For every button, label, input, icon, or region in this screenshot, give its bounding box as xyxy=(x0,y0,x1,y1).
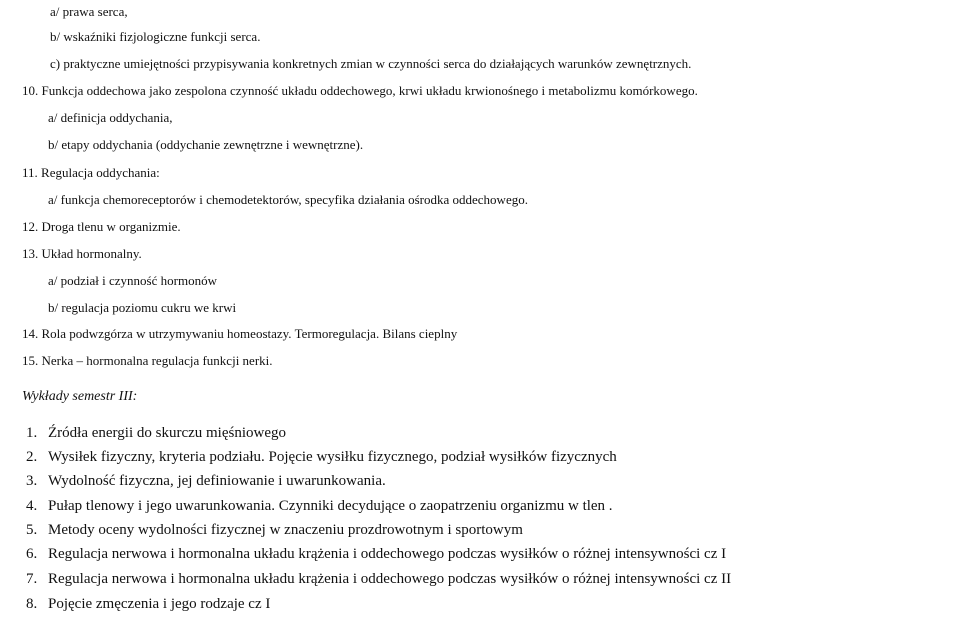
text-line-prawa-serca: a/ prawa serca, xyxy=(50,4,128,19)
text-line-definicja: a/ definicja oddychania, xyxy=(48,110,173,125)
lecture-item xyxy=(26,474,386,489)
lecture-number: 7. xyxy=(26,571,38,587)
text-line-item-13: 13. Układ hormonalny. xyxy=(22,246,142,261)
text-line-item-15: 15. Nerka – hormonalna regulacja funkcji nerki. xyxy=(22,353,273,368)
lecture-text: Wysiłek fizyczny, kryteria podziału. Pojęcie wysiłku fizycznego, podział wysiłków fizycznych xyxy=(48,449,617,465)
lecture-text: Wydolność fizyczna, jej definiowanie i uwarunkowania. xyxy=(48,473,386,489)
lecture-number: 3. xyxy=(26,473,38,489)
text-line-podzial-hormonow: a/ podział i czynność hormonów xyxy=(48,273,217,288)
lecture-text: Pojęcie zmęczenia i jego rodzaje cz I xyxy=(48,596,271,612)
lecture-text: Metody oceny wydolności fizycznej w znaczeniu prozdrowotnym i sportowym xyxy=(48,522,523,538)
lecture-item xyxy=(26,597,270,612)
lecture-item xyxy=(26,450,617,465)
lecture-number: 5. xyxy=(26,522,38,538)
lecture-text: Pułap tlenowy i jego uwarunkowania. Czynniki decydujące o zaopatrzeniu organizmu w tlen . xyxy=(48,498,613,514)
lecture-number: 8. xyxy=(26,596,38,612)
lecture-number: 2. xyxy=(26,449,38,465)
lecture-text: Źródła energii do skurczu mięśniowego xyxy=(48,425,286,441)
text-line-item-10: 10. Funkcja oddechowa jako zespolona czynność układu oddechowego, krwi układu krwionośnego i metabolizmu komórkowego. xyxy=(22,83,698,98)
lecture-number: 4. xyxy=(26,498,38,514)
text-line-regulacja-cukru: b/ regulacja poziomu cukru we krwi xyxy=(48,300,237,315)
text-line-umiejetnosci: c) praktyczne umiejętności przypisywania konkretnych zmian w czynności serca do działających warunków zewnętrznych. xyxy=(50,56,692,71)
lecture-number: 1. xyxy=(26,425,38,441)
semester-heading: Wykłady semestr III: xyxy=(22,389,138,404)
lecture-number: 6. xyxy=(26,546,38,562)
text-line-chemoreceptory: a/ funkcja chemoreceptorów i chemodetektorów, specyfika działania ośrodka oddechowego. xyxy=(48,192,528,207)
lecture-text: Regulacja nerwowa i hormonalna układu krążenia i oddechowego podczas wysiłków o różnej intensywności cz II xyxy=(48,571,732,587)
lecture-item xyxy=(26,547,726,562)
lecture-text: Regulacja nerwowa i hormonalna układu krążenia i oddechowego podczas wysiłków o różnej intensywności cz I xyxy=(48,546,727,562)
lecture-item xyxy=(26,499,613,514)
text-line-item-11: 11. Regulacja oddychania: xyxy=(22,165,160,180)
text-line-wskazniki: b/ wskaźniki fizjologiczne funkcji serca. xyxy=(50,29,261,44)
lecture-item xyxy=(26,523,523,538)
lecture-item xyxy=(26,426,286,441)
text-line-item-12: 12. Droga tlenu w organizmie. xyxy=(22,219,181,234)
lecture-item xyxy=(26,572,731,587)
text-line-etapy: b/ etapy oddychania (oddychanie zewnętrzne i wewnętrzne). xyxy=(48,137,364,152)
text-line-item-14: 14. Rola podwzgórza w utrzymywaniu homeostazy. Termoregulacja. Bilans cieplny xyxy=(22,326,458,341)
